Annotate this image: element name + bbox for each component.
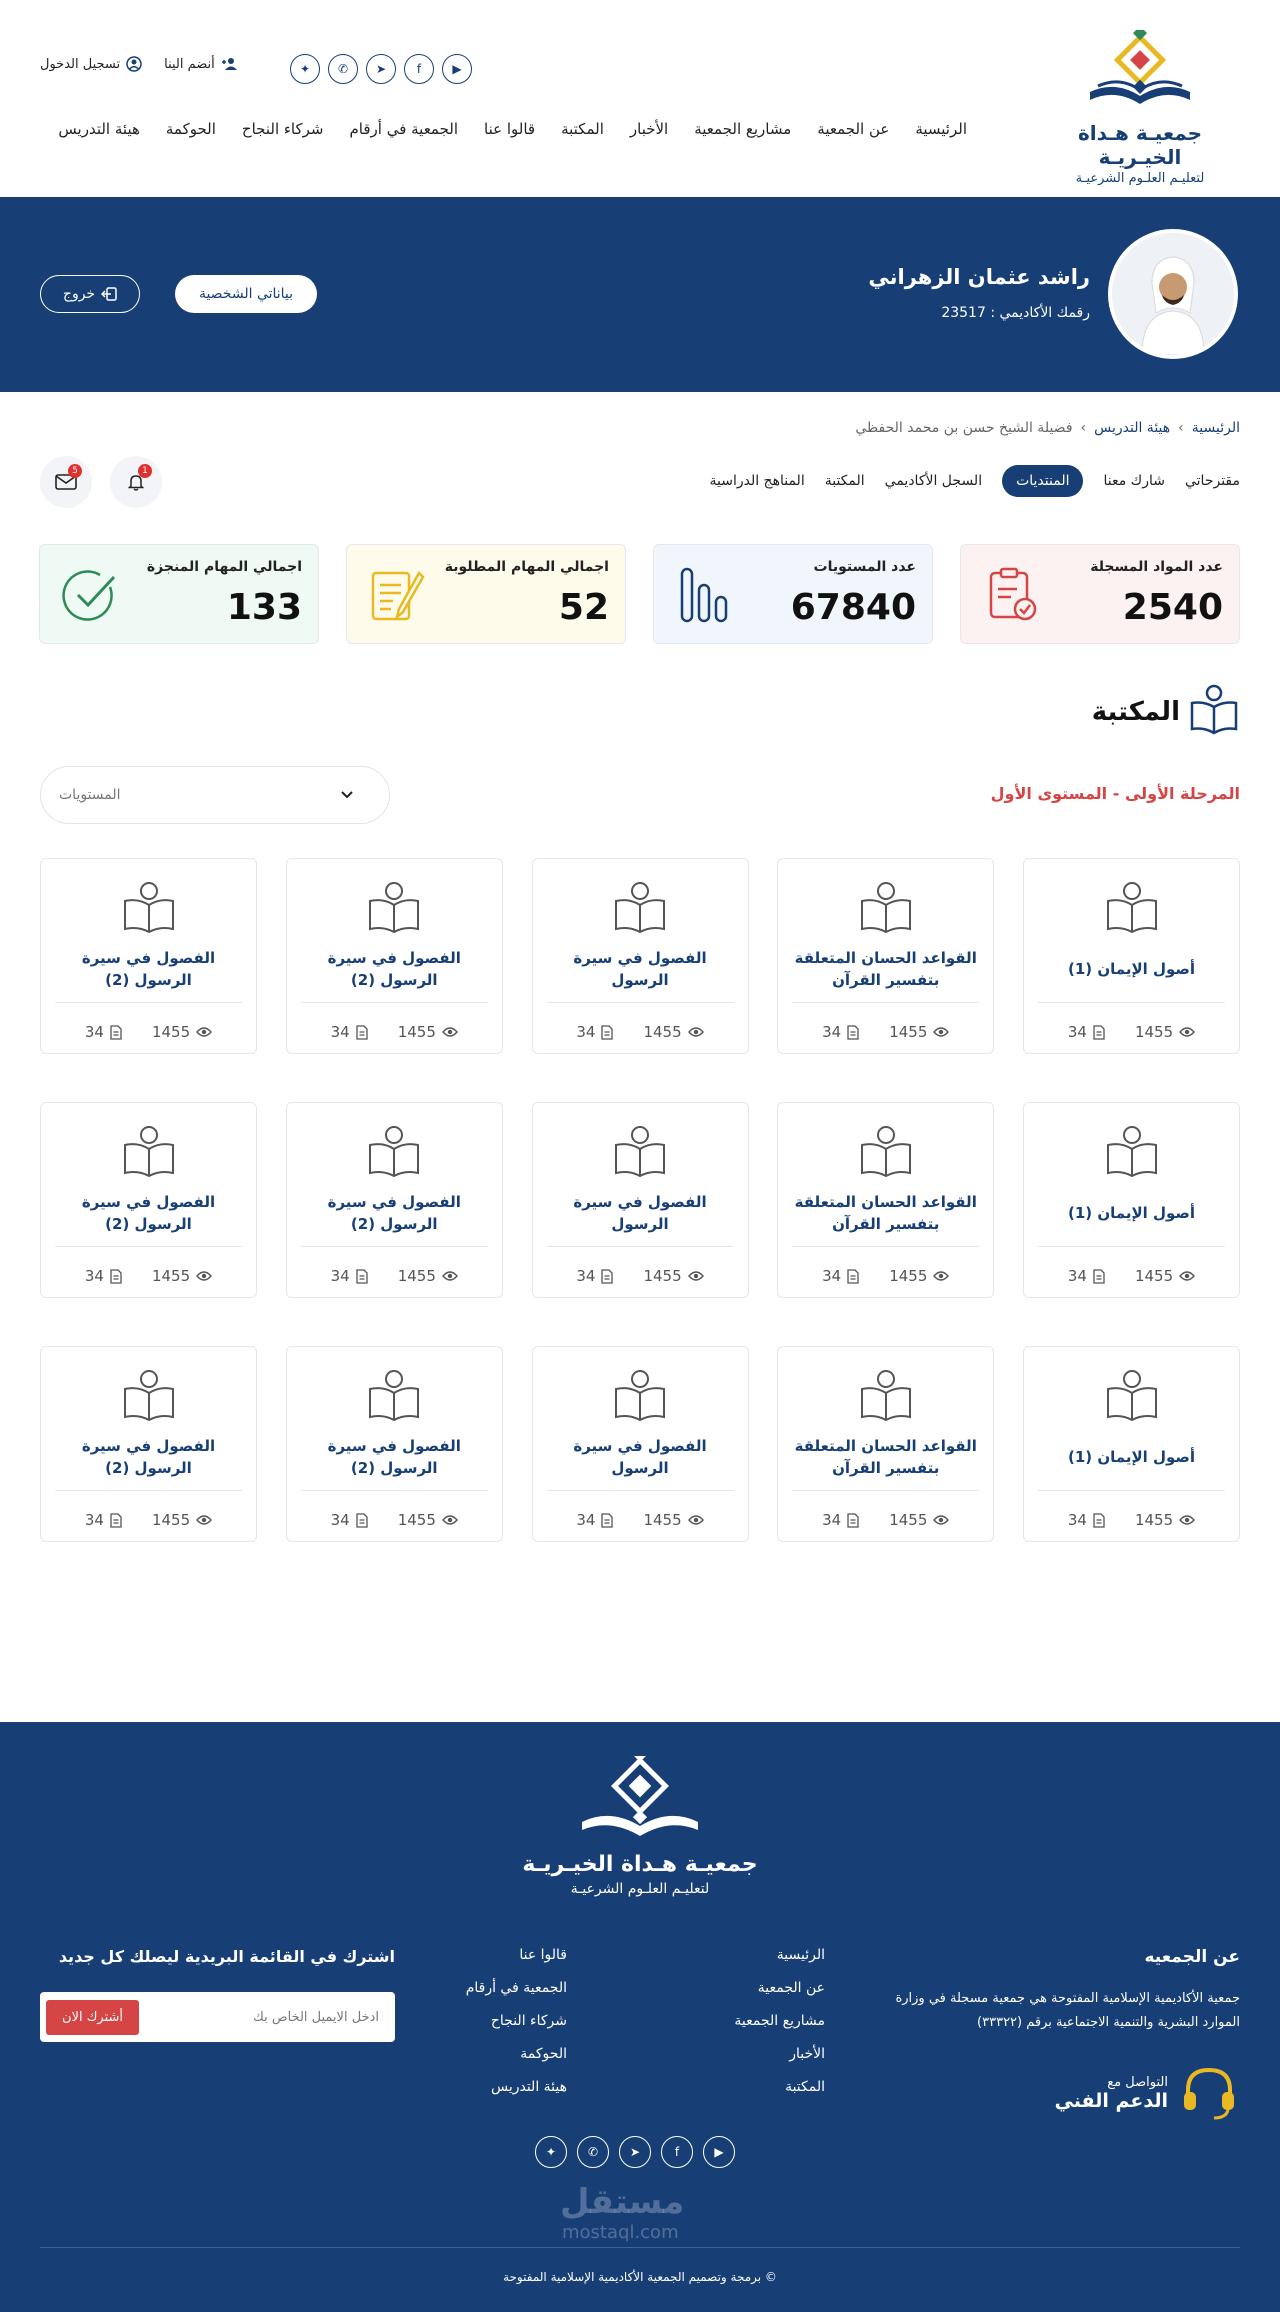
- card-meta: [41, 1023, 256, 1041]
- files-stat: [822, 1267, 859, 1285]
- nav-item-home[interactable]: الرئيسية: [915, 120, 967, 138]
- levels-select[interactable]: [40, 766, 390, 824]
- files-stat: [1068, 1511, 1105, 1529]
- views-count: 1455: [397, 1267, 436, 1285]
- book-reader-icon: [613, 881, 667, 933]
- views-stat: [643, 1511, 703, 1529]
- files-stat: [331, 1023, 368, 1041]
- footer-divider: [40, 2247, 1240, 2248]
- card-meta: [287, 1267, 502, 1285]
- files-count: 34: [84, 1511, 104, 1529]
- card-divider: [1038, 1002, 1225, 1003]
- email-field[interactable]: ادخل الايميل الخاص بك: [253, 2009, 379, 2025]
- user-circle-icon: [126, 56, 142, 72]
- views-count: 1455: [643, 1267, 682, 1285]
- tab-suggestions[interactable]: مقترحاتي: [1184, 473, 1240, 489]
- card-divider: [792, 1002, 979, 1003]
- files-count: 34: [576, 1267, 596, 1285]
- eye-icon: [688, 1270, 704, 1282]
- book-reader-icon: [613, 1369, 667, 1421]
- breadcrumb-home[interactable]: الرئيسية: [1191, 420, 1240, 436]
- breadcrumb-staff[interactable]: هيئة التدريس: [1094, 420, 1171, 436]
- card-title: القواعد الحسان المتعلقة بتفسير القرآن: [794, 949, 977, 989]
- card-meta: [778, 1511, 993, 1529]
- file-icon: [356, 1513, 368, 1528]
- notifications-button[interactable]: [110, 456, 162, 508]
- profile-tabs: [709, 465, 1240, 497]
- book-reader-icon: [122, 881, 176, 933]
- library-card[interactable]: [40, 1102, 257, 1298]
- whatsapp-icon[interactable]: ✆: [577, 2136, 609, 2168]
- file-icon: [847, 1025, 859, 1040]
- book-reader-icon: [1188, 683, 1240, 735]
- account-links: [40, 56, 237, 72]
- youtube-icon[interactable]: ▶: [703, 2136, 735, 2168]
- breadcrumb: [855, 420, 1240, 436]
- nav-item-projects[interactable]: مشاريع الجمعية: [694, 120, 792, 138]
- views-stat: [643, 1267, 703, 1285]
- card-title: الفصول في سيرة الرسول: [573, 1437, 707, 1477]
- views-count: 1455: [643, 1511, 682, 1529]
- file-icon: [356, 1269, 368, 1284]
- views-stat: [643, 1023, 703, 1041]
- header-social-links: [290, 54, 472, 84]
- card-divider: [55, 1002, 242, 1003]
- library-card[interactable]: [532, 1346, 749, 1542]
- nav-item-staff[interactable]: هيئة التدريس: [58, 120, 140, 138]
- academic-id: رقمك الأكاديمي : 23517: [941, 305, 1090, 321]
- eye-icon: [196, 1514, 212, 1526]
- file-icon: [1093, 1513, 1105, 1528]
- card-meta: [533, 1023, 748, 1041]
- files-count: 34: [84, 1267, 104, 1285]
- card-meta: [533, 1511, 748, 1529]
- files-stat: [576, 1267, 613, 1285]
- card-meta: [778, 1267, 993, 1285]
- files-stat: [85, 1023, 122, 1041]
- files-count: 34: [576, 1023, 596, 1041]
- footer-link-home[interactable]: الرئيسية: [776, 1947, 825, 1963]
- stat-label: اجمالي المهام المطلوبة: [444, 559, 609, 575]
- join-link[interactable]: [164, 57, 237, 72]
- nav-item-news[interactable]: الأخبار: [629, 120, 669, 138]
- site-logo[interactable]: [1040, 30, 1240, 186]
- eye-icon: [442, 1270, 458, 1282]
- card-meta: [287, 1511, 502, 1529]
- files-stat: [331, 1267, 368, 1285]
- book-reader-icon: [859, 1369, 913, 1421]
- footer-link-news[interactable]: الأخبار: [789, 2046, 825, 2062]
- footer-link-staff[interactable]: هيئة التدريس: [490, 2079, 567, 2095]
- eye-icon: [1179, 1270, 1195, 1282]
- twitter-icon[interactable]: ✦: [535, 2136, 567, 2168]
- views-stat: [152, 1511, 212, 1529]
- card-meta: [778, 1023, 993, 1041]
- card-meta: [533, 1267, 748, 1285]
- card-title: القواعد الحسان المتعلقة بتفسير القرآن: [794, 1193, 977, 1233]
- nav-item-numbers[interactable]: الجمعية في أرقام: [349, 120, 459, 138]
- stat-value: 2540: [1122, 587, 1223, 628]
- card-title: الفصول في سيرة الرسول (2): [327, 1193, 461, 1233]
- library-card[interactable]: [1023, 1102, 1240, 1298]
- stat-value: 133: [226, 587, 302, 628]
- eye-icon: [688, 1514, 704, 1526]
- footer-links-col2: [466, 1947, 567, 2095]
- nav-item-testimonials[interactable]: قالوا عنا: [484, 120, 536, 138]
- book-reader-icon: [859, 1125, 913, 1177]
- tab-library[interactable]: المكتبة: [824, 473, 865, 489]
- stat-value: 67840: [790, 587, 916, 628]
- files-stat: [85, 1511, 122, 1529]
- files-count: 34: [330, 1023, 350, 1041]
- book-reader-icon: [1105, 1125, 1159, 1177]
- bar-levels-icon: [674, 565, 734, 625]
- file-icon: [601, 1513, 613, 1528]
- messages-button[interactable]: [40, 456, 92, 508]
- profile-name: راشد عثمان الزهراني: [868, 265, 1090, 289]
- footer-link-governance[interactable]: الحوكمة: [520, 2046, 567, 2062]
- library-title: المكتبة: [1091, 697, 1180, 727]
- card-divider: [1038, 1246, 1225, 1247]
- card-title: الفصول في سيرة الرسول (2): [327, 1437, 461, 1477]
- logout-button[interactable]: [40, 275, 140, 313]
- file-icon: [1093, 1025, 1105, 1040]
- facebook-icon[interactable]: f: [661, 2136, 693, 2168]
- stat-card-required-tasks: [346, 544, 626, 644]
- views-count: 1455: [889, 1023, 928, 1041]
- file-icon: [847, 1269, 859, 1284]
- library-card[interactable]: [286, 858, 503, 1054]
- library-card[interactable]: [532, 858, 749, 1054]
- views-count: 1455: [1134, 1023, 1174, 1041]
- views-count: 1455: [151, 1511, 191, 1529]
- telegram-icon[interactable]: ➤: [366, 54, 396, 84]
- views-count: 1455: [889, 1511, 928, 1529]
- files-stat: [576, 1511, 613, 1529]
- card-divider: [792, 1490, 979, 1491]
- support-big-text: الدعم الفني: [1054, 2089, 1168, 2112]
- join-label: أنضم الينا: [164, 56, 215, 72]
- views-count: 1455: [1134, 1267, 1174, 1285]
- eye-icon: [1179, 1514, 1195, 1526]
- site-footer: [0, 1722, 1280, 2312]
- views-count: 1455: [397, 1023, 436, 1041]
- logout-label: خروج: [62, 286, 96, 302]
- tab-participate[interactable]: شارك معنا: [1103, 473, 1165, 489]
- eye-icon: [688, 1026, 704, 1038]
- views-stat: [889, 1511, 949, 1529]
- card-divider: [547, 1490, 734, 1491]
- eye-icon: [933, 1270, 949, 1282]
- card-title: أصول الإيمان (1): [1067, 1448, 1196, 1466]
- footer-logo-subtitle: لتعليـم العلـوم الشرعيـة: [570, 1881, 710, 1897]
- views-stat: [398, 1267, 458, 1285]
- card-title: الفصول في سيرة الرسول (2): [81, 1437, 216, 1477]
- files-count: 34: [1067, 1023, 1087, 1041]
- card-divider: [1038, 1490, 1225, 1491]
- file-icon: [356, 1025, 368, 1040]
- file-icon: [847, 1513, 859, 1528]
- file-icon: [110, 1025, 122, 1040]
- files-count: 34: [84, 1023, 104, 1041]
- footer-social-links: [535, 2136, 735, 2168]
- chevron-down-icon: [341, 791, 353, 799]
- footer-logo-name: جمعيـة هـداة الخيـريـة: [522, 1852, 758, 1877]
- footer-link-library[interactable]: المكتبة: [785, 2079, 825, 2095]
- library-card[interactable]: [286, 1102, 503, 1298]
- footer-link-numbers[interactable]: الجمعية في أرقام: [465, 1980, 567, 1996]
- footer-logo[interactable]: [520, 1756, 760, 1897]
- files-stat: [1068, 1267, 1105, 1285]
- book-reader-icon: [613, 1125, 667, 1177]
- views-count: 1455: [1134, 1511, 1174, 1529]
- library-card[interactable]: [532, 1102, 749, 1298]
- eye-icon: [1179, 1026, 1195, 1038]
- book-reader-icon: [1105, 881, 1159, 933]
- personal-data-button[interactable]: بياناتي الشخصية: [175, 275, 317, 313]
- files-stat: [1068, 1023, 1105, 1041]
- stat-card-levels: [653, 544, 933, 644]
- card-meta: [287, 1023, 502, 1041]
- files-count: 34: [330, 1267, 350, 1285]
- card-divider: [301, 1246, 488, 1247]
- nav-item-about[interactable]: عن الجمعية: [817, 120, 890, 138]
- card-meta: [1024, 1023, 1239, 1041]
- book-reader-icon: [122, 1125, 176, 1177]
- site-header: [0, 0, 1280, 197]
- library-card[interactable]: [777, 1102, 994, 1298]
- files-count: 34: [822, 1267, 842, 1285]
- stat-card-completed-tasks: [39, 544, 319, 644]
- nav-item-partners[interactable]: شركاء النجاح: [241, 120, 324, 138]
- logo-mark-icon: [1080, 30, 1200, 115]
- document-pen-icon: [367, 565, 427, 625]
- card-title: أصول الإيمان (1): [1067, 1204, 1196, 1222]
- card-divider: [547, 1246, 734, 1247]
- footer-about-title: عن الجمعيه: [1144, 1947, 1240, 1967]
- watermark-url: mostaql.com: [562, 2222, 679, 2243]
- card-divider: [55, 1490, 242, 1491]
- main-nav: [58, 120, 967, 138]
- files-stat: [85, 1267, 122, 1285]
- eye-icon: [442, 1514, 458, 1526]
- book-reader-icon: [859, 881, 913, 933]
- login-link[interactable]: [40, 56, 142, 72]
- clipboard-check-icon: [981, 565, 1041, 625]
- eye-icon: [933, 1026, 949, 1038]
- card-divider: [301, 1490, 488, 1491]
- card-divider: [55, 1246, 242, 1247]
- nav-item-governance[interactable]: الحوكمة: [165, 120, 216, 138]
- views-stat: [889, 1267, 949, 1285]
- footer-link-projects[interactable]: مشاريع الجمعية: [734, 2013, 825, 2029]
- files-count: 34: [576, 1511, 596, 1529]
- views-stat: [398, 1511, 458, 1529]
- footer-links-col1: [734, 1947, 825, 2095]
- views-stat: [1135, 1267, 1195, 1285]
- eye-icon: [196, 1270, 212, 1282]
- files-count: 34: [822, 1023, 842, 1041]
- views-stat: [398, 1023, 458, 1041]
- youtube-icon[interactable]: ▶: [442, 54, 472, 84]
- views-count: 1455: [151, 1267, 191, 1285]
- library-card[interactable]: [777, 858, 994, 1054]
- add-user-icon: [221, 57, 237, 71]
- files-stat: [576, 1023, 613, 1041]
- card-title: الفصول في سيرة الرسول (2): [81, 949, 216, 989]
- library-grid: [40, 858, 1240, 1542]
- avatar-image: [1112, 233, 1234, 355]
- card-meta: [41, 1267, 256, 1285]
- file-icon: [110, 1513, 122, 1528]
- breadcrumb-current: فضيلة الشيخ حسن بن محمد الحفظي: [855, 420, 1073, 436]
- library-card[interactable]: [1023, 1346, 1240, 1542]
- support-link[interactable]: [1055, 2062, 1240, 2124]
- logo-name: جمعيـة هـداة الخيـريـة: [1077, 121, 1203, 169]
- views-stat: [1135, 1023, 1195, 1041]
- views-stat: [152, 1267, 212, 1285]
- book-reader-icon: [122, 1369, 176, 1421]
- files-stat: [822, 1511, 859, 1529]
- views-count: 1455: [643, 1023, 682, 1041]
- card-meta: [1024, 1511, 1239, 1529]
- views-count: 1455: [397, 1511, 436, 1529]
- telegram-icon[interactable]: ➤: [619, 2136, 651, 2168]
- twitter-icon[interactable]: ✦: [290, 54, 320, 84]
- whatsapp-icon[interactable]: ✆: [328, 54, 358, 84]
- card-meta: [41, 1511, 256, 1529]
- footer-link-testimonials[interactable]: قالوا عنا: [519, 1947, 567, 1963]
- notification-count: 1: [138, 464, 152, 478]
- book-reader-icon: [367, 881, 421, 933]
- card-title: الفصول في سيرة الرسول (2): [81, 1193, 216, 1233]
- files-stat: [822, 1023, 859, 1041]
- card-divider: [792, 1246, 979, 1247]
- files-count: 34: [822, 1511, 842, 1529]
- subscribe-title: اشترك في القائمة البريدية ليصلك كل جديد: [58, 1947, 395, 1966]
- footer-link-partners[interactable]: شركاء النجاح: [490, 2013, 567, 2029]
- breadcrumb-separator: ›: [1080, 420, 1087, 436]
- eye-icon: [933, 1514, 949, 1526]
- files-count: 34: [330, 1511, 350, 1529]
- views-stat: [152, 1023, 212, 1041]
- stat-label: اجمالي المهام المنجزة: [146, 559, 302, 575]
- watermark: مستقل: [560, 2182, 685, 2222]
- card-title: الفصول في سيرة الرسول: [573, 949, 707, 989]
- files-stat: [331, 1511, 368, 1529]
- subscribe-form: [40, 1992, 395, 2042]
- stage-label: المرحلة الأولى - المستوى الأول: [990, 784, 1240, 803]
- library-card[interactable]: [286, 1346, 503, 1542]
- views-count: 1455: [889, 1267, 928, 1285]
- tab-forums[interactable]: المنتديات: [1002, 465, 1083, 497]
- file-icon: [110, 1269, 122, 1284]
- library-card[interactable]: [777, 1346, 994, 1542]
- message-count: 5: [68, 464, 82, 478]
- facebook-icon[interactable]: f: [404, 54, 434, 84]
- card-divider: [547, 1002, 734, 1003]
- avatar: [1108, 229, 1238, 359]
- logo-subtitle: لتعليـم العلـوم الشرعيـة: [1075, 171, 1205, 186]
- book-reader-icon: [1105, 1369, 1159, 1421]
- views-stat: [1135, 1511, 1195, 1529]
- copyright: © برمجة وتصميم الجمعية الأكاديمية الإسلامية المفتوحة: [503, 2270, 777, 2284]
- stat-label: عدد المستويات: [813, 559, 916, 575]
- card-meta: [1024, 1267, 1239, 1285]
- footer-about-text: جمعية الأكاديمية الإسلامية المفتوحة هي جمعية مسجلة في وزارة الموارد البشرية والتنمية الاجتماعية برقم (٣٣٣٢٢): [895, 1991, 1240, 2030]
- file-icon: [1093, 1269, 1105, 1284]
- file-icon: [601, 1025, 613, 1040]
- tab-academic-record[interactable]: السجل الأكاديمي: [884, 473, 983, 489]
- card-divider: [301, 1002, 488, 1003]
- card-title: أصول الإيمان (1): [1067, 960, 1196, 978]
- footer-link-about[interactable]: عن الجمعية: [757, 1980, 825, 1996]
- file-icon: [601, 1269, 613, 1284]
- stat-card-registered-subjects: [960, 544, 1240, 644]
- eye-icon: [442, 1026, 458, 1038]
- library-card[interactable]: [1023, 858, 1240, 1054]
- nav-item-library[interactable]: المكتبة: [561, 120, 604, 138]
- logout-icon: [101, 287, 117, 301]
- card-title: الفصول في سيرة الرسول (2): [327, 949, 461, 989]
- files-count: 34: [1067, 1267, 1087, 1285]
- subscribe-button[interactable]: أشترك الان: [46, 2000, 139, 2035]
- levels-placeholder: المستويات: [59, 787, 121, 803]
- library-card[interactable]: [40, 858, 257, 1054]
- stat-value: 52: [558, 587, 609, 628]
- views-count: 1455: [151, 1023, 191, 1041]
- library-card[interactable]: [40, 1346, 257, 1542]
- breadcrumb-separator: ›: [1178, 420, 1184, 436]
- stat-label: عدد المواد المسجلة: [1090, 559, 1223, 575]
- tab-curricula[interactable]: المناهج الدراسية: [709, 473, 805, 489]
- headset-icon: [1178, 2062, 1240, 2124]
- card-title: الفصول في سيرة الرسول: [573, 1193, 707, 1233]
- login-label: تسجيل الدخول: [40, 56, 121, 72]
- profile-banner: [0, 197, 1280, 392]
- card-title: القواعد الحسان المتعلقة بتفسير القرآن: [794, 1437, 977, 1477]
- eye-icon: [196, 1026, 212, 1038]
- views-stat: [889, 1023, 949, 1041]
- book-reader-icon: [367, 1369, 421, 1421]
- files-count: 34: [1067, 1511, 1087, 1529]
- footer-logo-mark-icon: [570, 1756, 710, 1844]
- check-circle-icon: [60, 565, 120, 625]
- support-small-text: التواصل مع: [1107, 2074, 1168, 2090]
- book-reader-icon: [367, 1125, 421, 1177]
